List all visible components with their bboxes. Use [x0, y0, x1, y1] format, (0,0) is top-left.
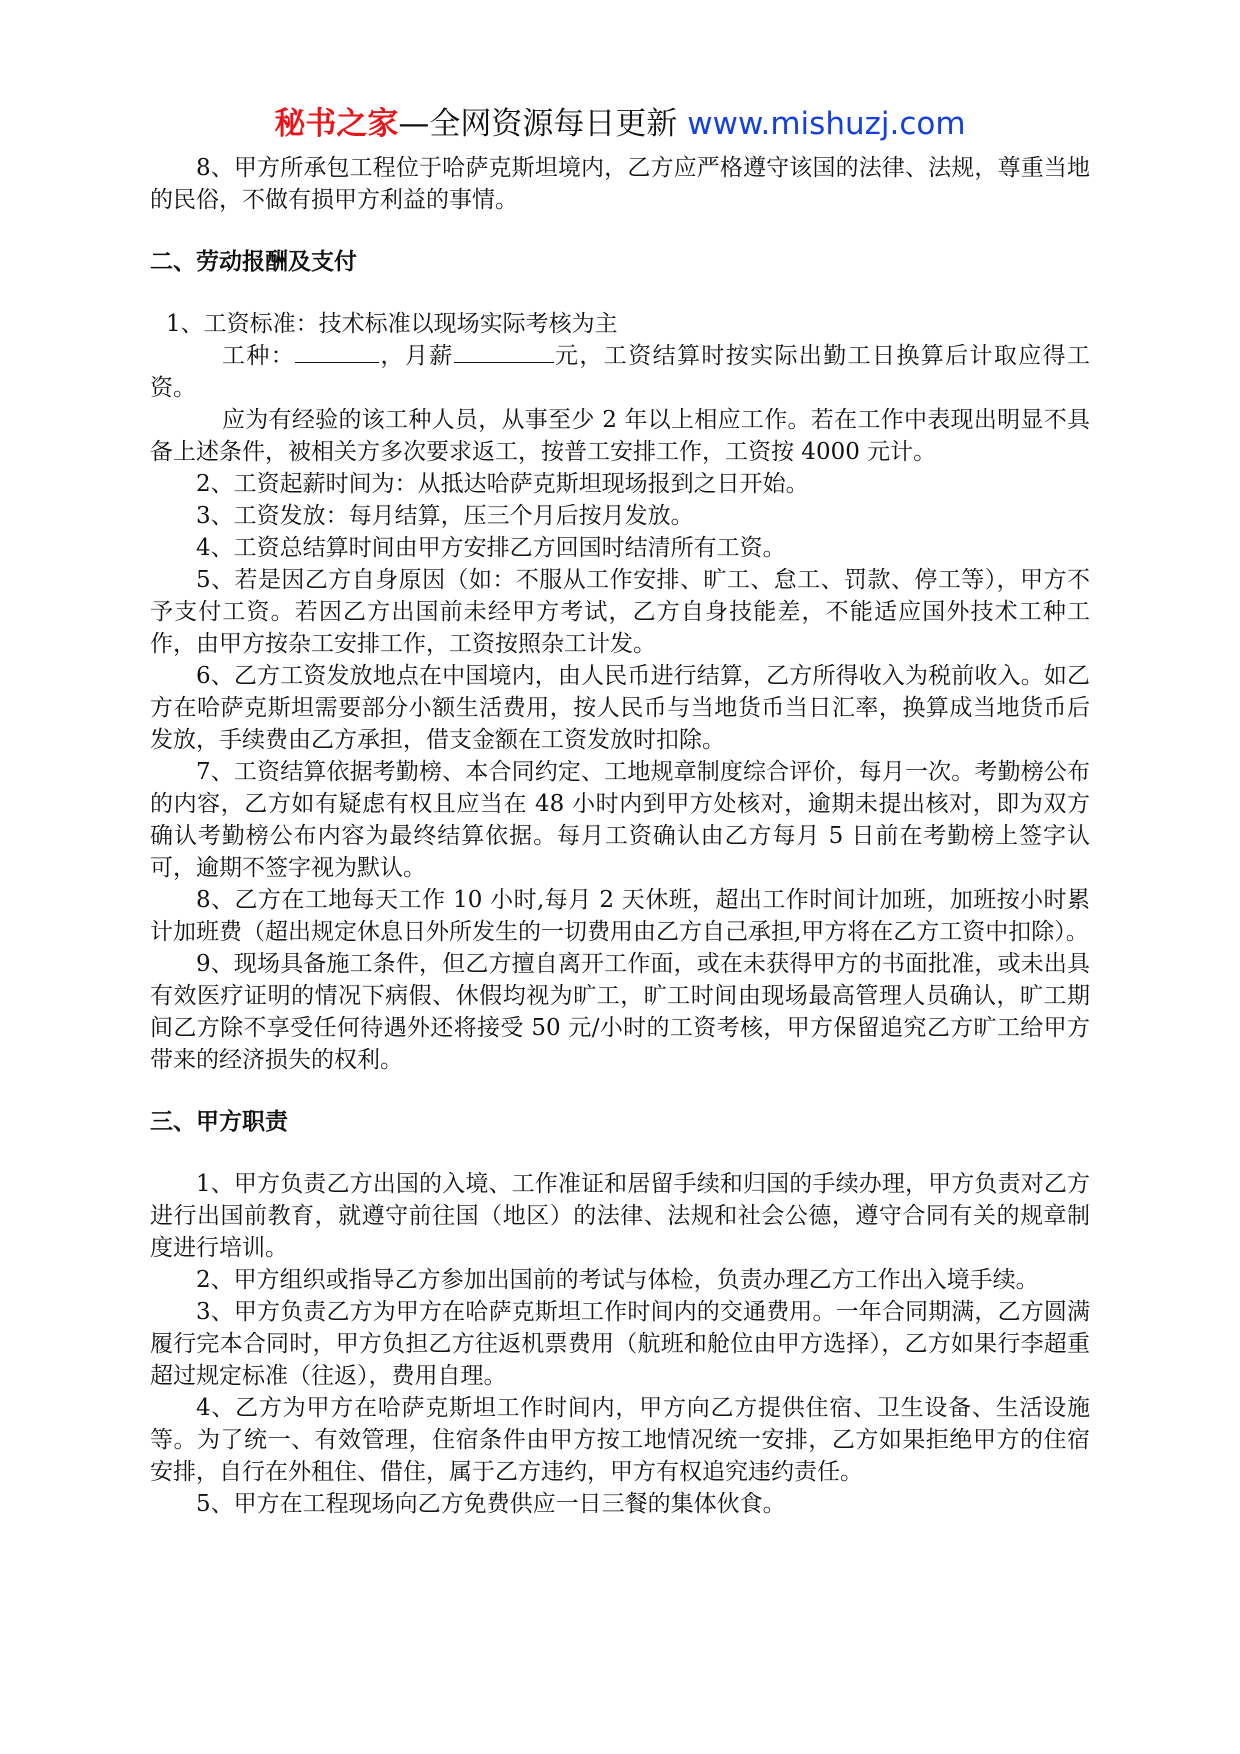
clause-paragraph: 1、甲方负责乙方出国的入境、工作准证和居留手续和归国的手续办理，甲方负责对乙方进行出国前教育，就遵守前往国（地区）的法律、法规和社会公德，遵守合同有关的规章制度进行培训。 [150, 1171, 1090, 1261]
experience-requirement: 应为有经验的该工种人员，从事至少 2 年以上相应工作。若在工作中表现出明显不具备上述条件，被相关方多次要求返工，按普工安排工作，工资按 4000 元计。 [150, 407, 1090, 465]
site-url-link[interactable]: www.mishuzj.com [687, 106, 966, 142]
wage-calculation-text: 元，工资结算时按实际出勤工日换算后计取应得工资。 [150, 343, 1091, 401]
job-type-blank [295, 342, 379, 363]
site-header [0, 104, 1240, 144]
clause-paragraph: 6、乙方工资发放地点在中国境内，由人民币进行结算，乙方所得收入为税前收入。如乙方在哈萨克斯坦需要部分小额生活费用，按人民币与当地货币当日汇率，换算成当地货币后发放，手续费由乙方承担，借支金额在工资发放时扣除。 [150, 663, 1090, 753]
brand-name: 秘书之家 [274, 106, 399, 142]
wage-fill-line [150, 340, 1090, 404]
clause-paragraph: 2、甲方组织或指导乙方参加出国前的考试与体检，负责办理乙方工作出入境手续。 [196, 1267, 1039, 1293]
clause-paragraph: 5、甲方在工程现场向乙方免费供应一日三餐的集体伙食。 [196, 1491, 786, 1517]
job-type-label: 工种： [222, 343, 296, 369]
clause-paragraph: 3、工资发放：每月结算，压三个月后按月发放。 [196, 503, 694, 529]
wage-standard-title: 1、工资标准：技术标准以现场实际考核为主 [166, 311, 618, 337]
clause-paragraph: 4、乙方为甲方在哈萨克斯坦工作时间内，甲方向乙方提供住宿、卫生设备、生活设施等。为了统一、有效管理，住宿条件由甲方按工地情况统一安排，乙方如果拒绝甲方的住宿安排，自行在外租住、借住，属于乙方违约，甲方有权追究违约责任。 [150, 1395, 1090, 1485]
monthly-salary-label: ，月薪 [379, 343, 454, 369]
site-tagline: —全网资源每日更新 [398, 106, 688, 142]
clause-paragraph: 8、乙方在工地每天工作 10 小时,每月 2 天休班，超出工作时间计加班，加班按小时累计加班费（超出规定休息日外所发生的一切费用由乙方自己承担,甲方将在乙方工资中扣除）。 [150, 887, 1090, 945]
clause-paragraph: 4、工资总结算时间由甲方安排乙方回国时结清所有工资。 [196, 535, 786, 561]
clause-paragraph: 2、工资起薪时间为：从抵达哈萨克斯坦现场报到之日开始。 [196, 471, 809, 497]
clause-paragraph: 5、若是因乙方自身原因（如：不服从工作安排、旷工、怠工、罚款、停工等），甲方不予支付工资。若因乙方出国前未经甲方考试，乙方自身技能差，不能适应国外技术工种工作，由甲方按杂工安排工作，工资按照杂工计发。 [150, 567, 1090, 657]
monthly-salary-blank [454, 342, 554, 363]
section-heading-wages: 二、劳动报酬及支付 [150, 249, 357, 275]
clause-paragraph: 9、现场具备施工条件，但乙方擅自离开工作面，或在未获得甲方的书面批准，或未出具有效医疗证明的情况下病假、休假均视为旷工，旷工时间由现场最高管理人员确认，旷工期间乙方除不享受任何待遇外还将接受 50 元/小时的工资考核，甲方保留追究乙方旷工给甲方带来的经济损失的权利。 [150, 951, 1090, 1073]
document-body [150, 152, 1090, 1520]
section-heading-party-a-duties: 三、甲方职责 [150, 1109, 288, 1135]
clause-paragraph: 8、甲方所承包工程位于哈萨克斯坦境内，乙方应严格遵守该国的法律、法规，尊重当地的民俗，不做有损甲方利益的事情。 [150, 155, 1090, 213]
clause-paragraph: 3、甲方负责乙方为甲方在哈萨克斯坦工作时间内的交通费用。一年合同期满，乙方圆满履行完本合同时，甲方负担乙方往返机票费用（航班和舱位由甲方选择），乙方如果行李超重超过规定标准（往返），费用自理。 [150, 1299, 1090, 1389]
clause-paragraph: 7、工资结算依据考勤榜、本合同约定、工地规章制度综合评价，每月一次。考勤榜公布的内容，乙方如有疑虑有权且应当在 48 小时内到甲方处核对，逾期未提出核对，即为双方确认考勤榜公布内容为最终结算依据。每月工资确认由乙方每月 5 日前在考勤榜上签字认可，逾期不签字视为默认。 [150, 759, 1090, 881]
